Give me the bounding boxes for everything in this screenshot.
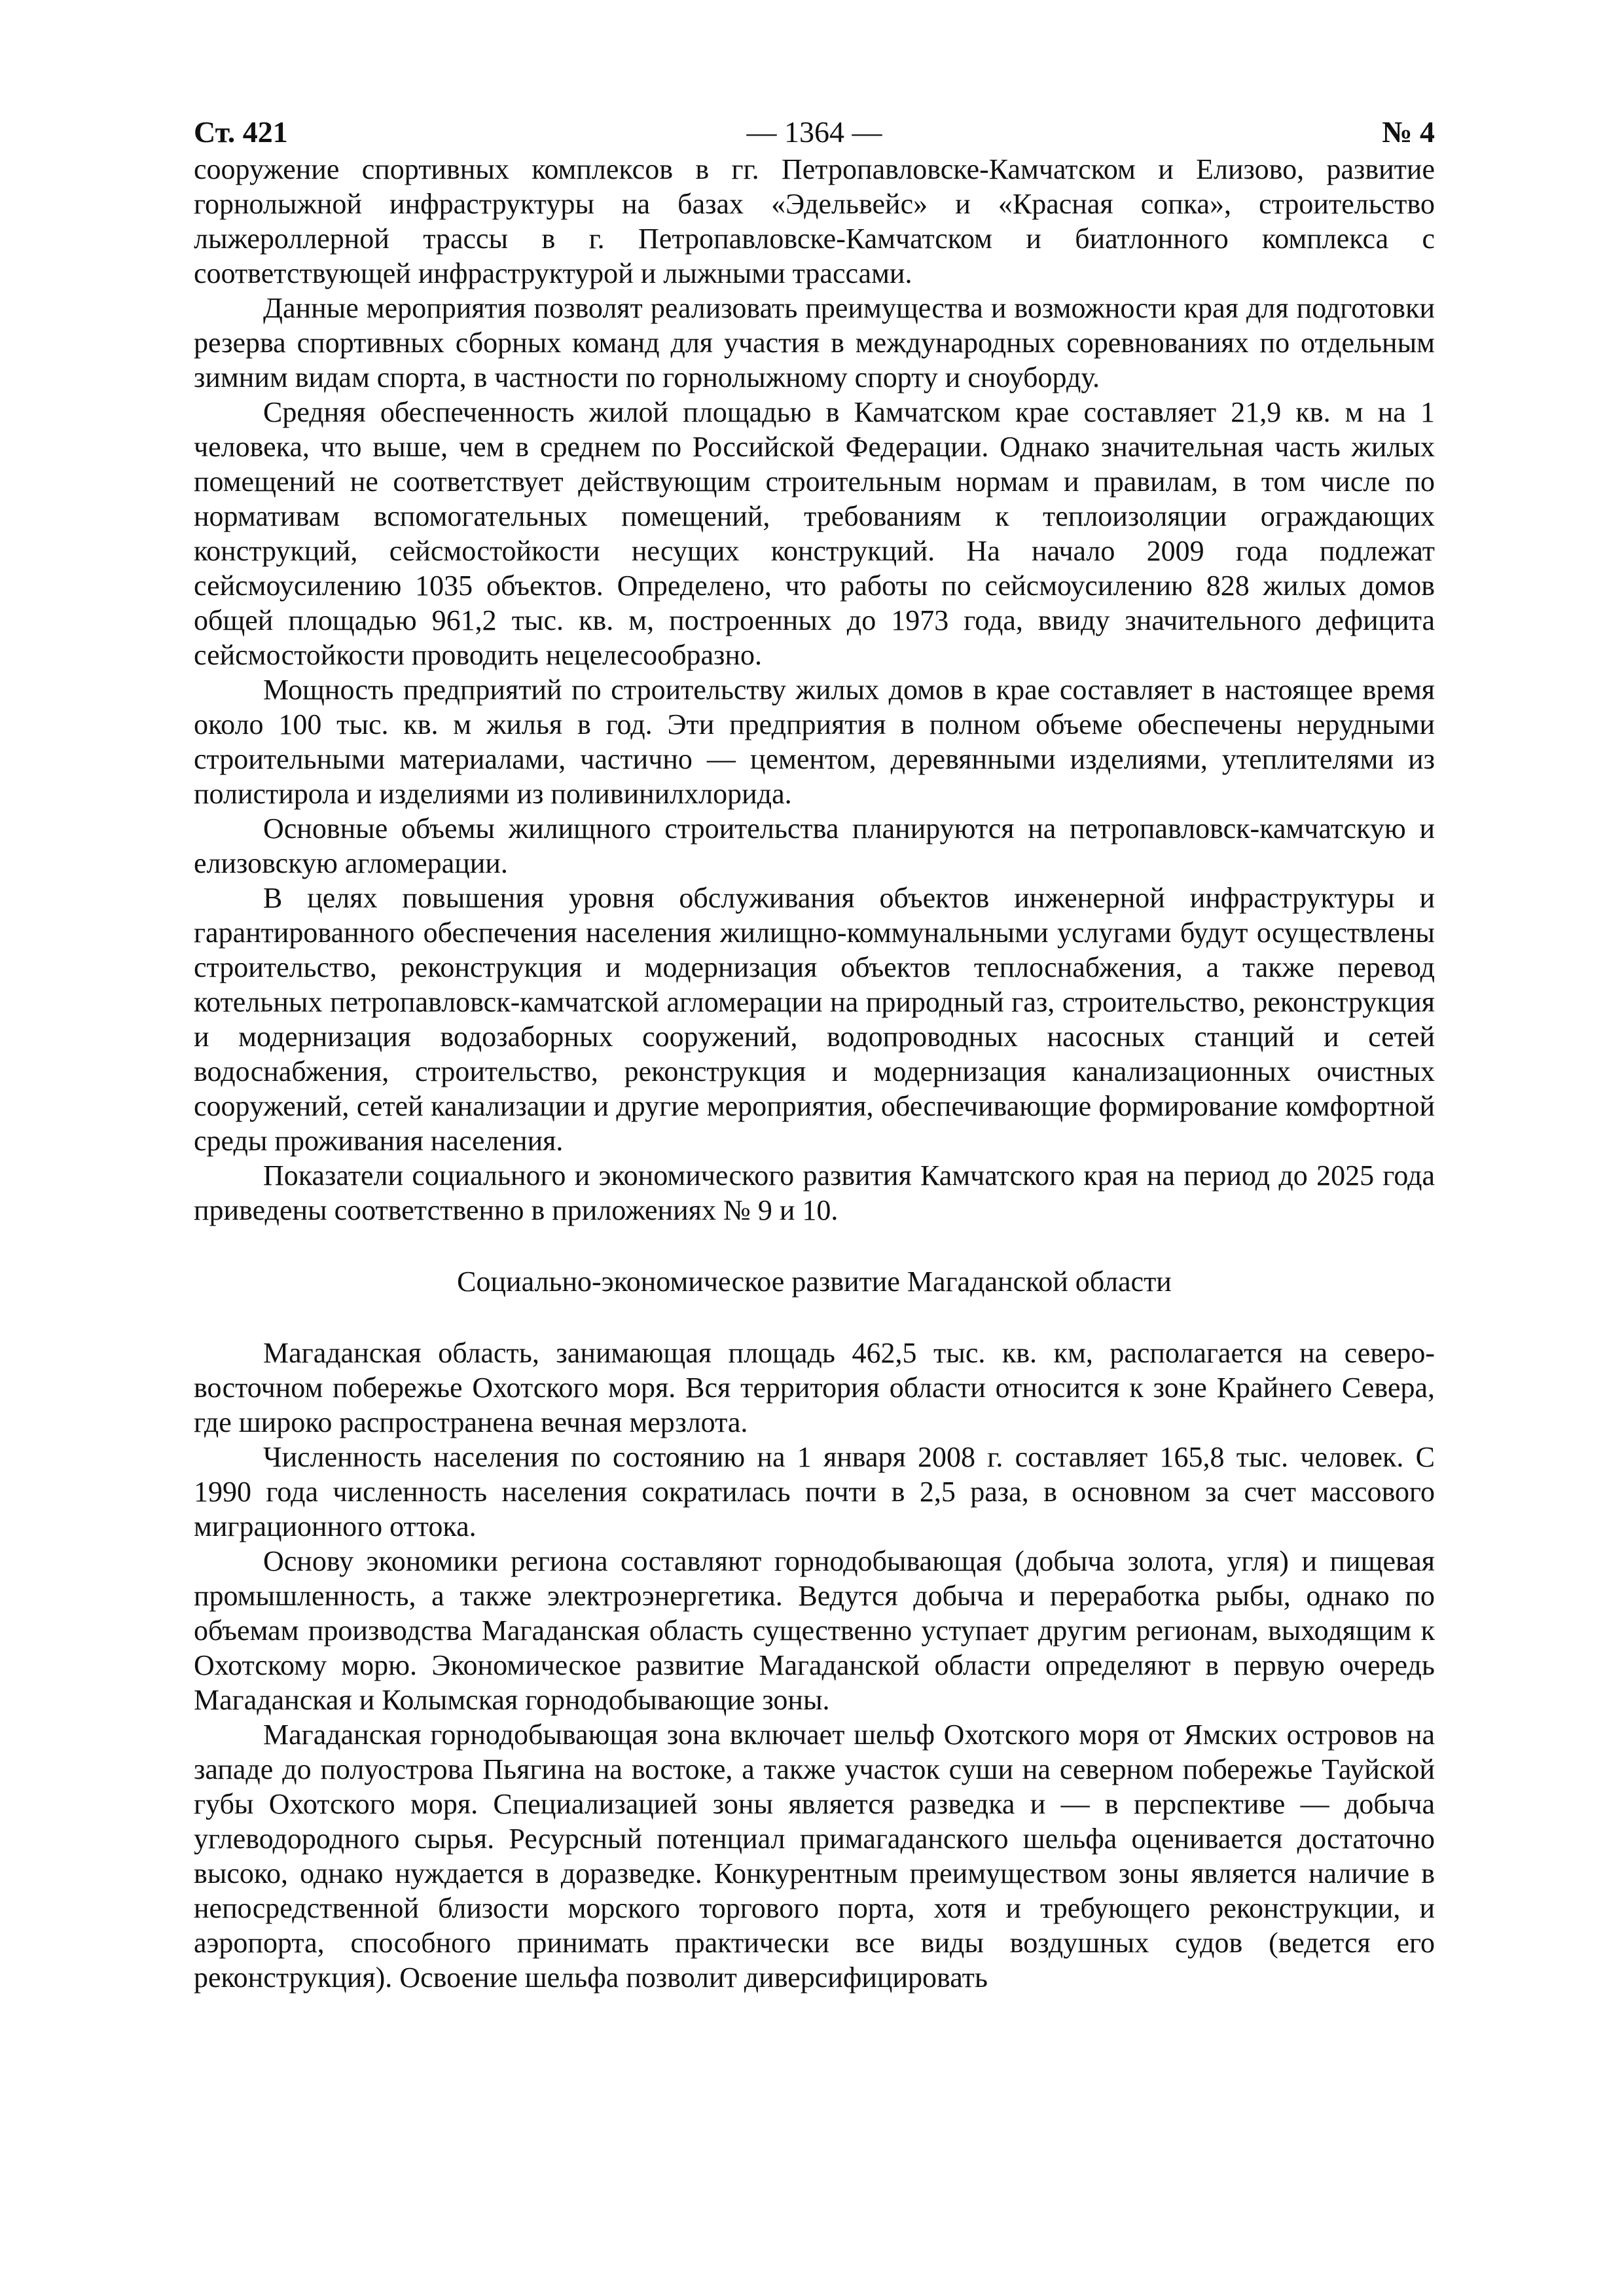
paragraph: Основу экономики региона составляют горнодобывающая (добыча золота, угля) и пищевая промышленность, а также электроэнергетика. Ведутся добыча и переработка рыбы, однако по объемам производства Магаданская область существенно уступает другим регионам, выходящим к Охотскому морю. Экономическое развитие Магаданской области определяют в первую очередь Магаданская и Колымская горнодобывающие зоны. xyxy=(194,1545,1435,1716)
paragraph: Мощность предприятий по строительству жилых домов в крае составляет в настоящее время около 100 тыс. кв. м жилья в год. Эти предприятия в полном объеме обеспечены нерудными строительными материалами, частично — цементом, деревянными изделиями, утеплителями из полистирола и изделиями из поливинилхлорида. xyxy=(194,674,1435,810)
document-page xyxy=(194,113,1435,1995)
running-header xyxy=(194,113,1435,152)
section-heading: Социально-экономическое развитие Магаданской области xyxy=(457,1266,1172,1298)
paragraph: Данные мероприятия позволят реализовать преимущества и возможности края для подготовки резерва спортивных сборных команд для участия в международных соревнованиях по отдельным зимним видам спорта, в частности по горнолыжному спорту и сноуборду. xyxy=(194,292,1435,393)
paragraph: Показатели социального и экономического развития Камчатского края на период до 2025 года приведены соответственно в приложениях № 9 и 10. xyxy=(194,1159,1435,1226)
paragraph: Основные объемы жилищного строительства планируются на петропавловск-камчатскую и елизовскую агломерации. xyxy=(194,812,1435,879)
paragraph: сооружение спортивных комплексов в гг. Петропавловске-Камчатском и Елизово, развитие горнолыжной инфраструктуры на базах «Эдельвейс» и «Красная сопка», строительство лыжероллерной трассы в г. Петропавловске-Камчатском и биатлонного комплекса с соответствующей инфраструктурой и лыжными трассами. xyxy=(194,153,1435,289)
issue-number: № 4 xyxy=(1382,115,1435,149)
document-body xyxy=(194,152,1435,1995)
paragraph: Магаданская горнодобывающая зона включает шельф Охотского моря от Ямских островов на западе до полуострова Пьягина на востоке, а также участок суши на северном побережье Тауйской губы Охотского моря. Специализацией зоны является разведка и — в перспективе — добыча углеводородного сырья. Ресурсный потенциал примагаданского шельфа оценивается достаточно высоко, однако нуждается в доразведке. Конкурентным преимуществом зоны является наличие в непосредственной близости морского торгового порта, хотя и требующего реконструкции, и аэропорта, способного принимать практически все виды воздушных судов (ведется его реконструкция). Освоение шельфа позволит диверсифицировать xyxy=(194,1719,1435,1994)
page-number: — 1364 — xyxy=(746,115,882,149)
article-number: Ст. 421 xyxy=(194,115,288,149)
paragraph: Численность населения по состоянию на 1 января 2008 г. составляет 165,8 тыс. человек. С 1990 года численность населения сократилась почти в 2,5 раза, в основном за счет массового миграционного оттока. xyxy=(194,1441,1435,1542)
paragraph: В целях повышения уровня обслуживания объектов инженерной инфраструктуры и гарантированного обеспечения населения жилищно-коммунальными услугами будут осуществлены строительство, реконструкция и модернизация объектов теплоснабжения, а также перевод котельных петропавловск-камчатской агломерации на природный газ, строительство, реконструкция и модернизация водозаборных сооружений, водопроводных насосных станций и сетей водоснабжения, строительство, реконструкция и модернизация канализационных очистных сооружений, сетей канализации и другие мероприятия, обеспечивающие формирование комфортной среды проживания населения. xyxy=(194,882,1435,1157)
paragraph: Магаданская область, занимающая площадь 462,5 тыс. кв. км, располагается на северо-восточном побережье Охотского моря. Вся территория области относится к зоне Крайнего Севера, где широко распространена вечная мерзлота. xyxy=(194,1337,1435,1438)
paragraph: Средняя обеспеченность жилой площадью в Камчатском крае составляет 21,9 кв. м на 1 человека, что выше, чем в среднем по Российской Федерации. Однако значительная часть жилых помещений не соответствует действующим строительным нормам и правилам, в том числе по нормативам вспомогательных помещений, требованиям к теплоизоляции ограждающих конструкций, сейсмостойкости несущих конструкций. На начало 2009 года подлежат сейсмоусилению 1035 объектов. Определено, что работы по сейсмоусилению 828 жилых домов общей площадью 961,2 тыс. кв. м, построенных до 1973 года, ввиду значительного дефицита сейсмостойкости проводить нецелесообразно. xyxy=(194,396,1435,671)
